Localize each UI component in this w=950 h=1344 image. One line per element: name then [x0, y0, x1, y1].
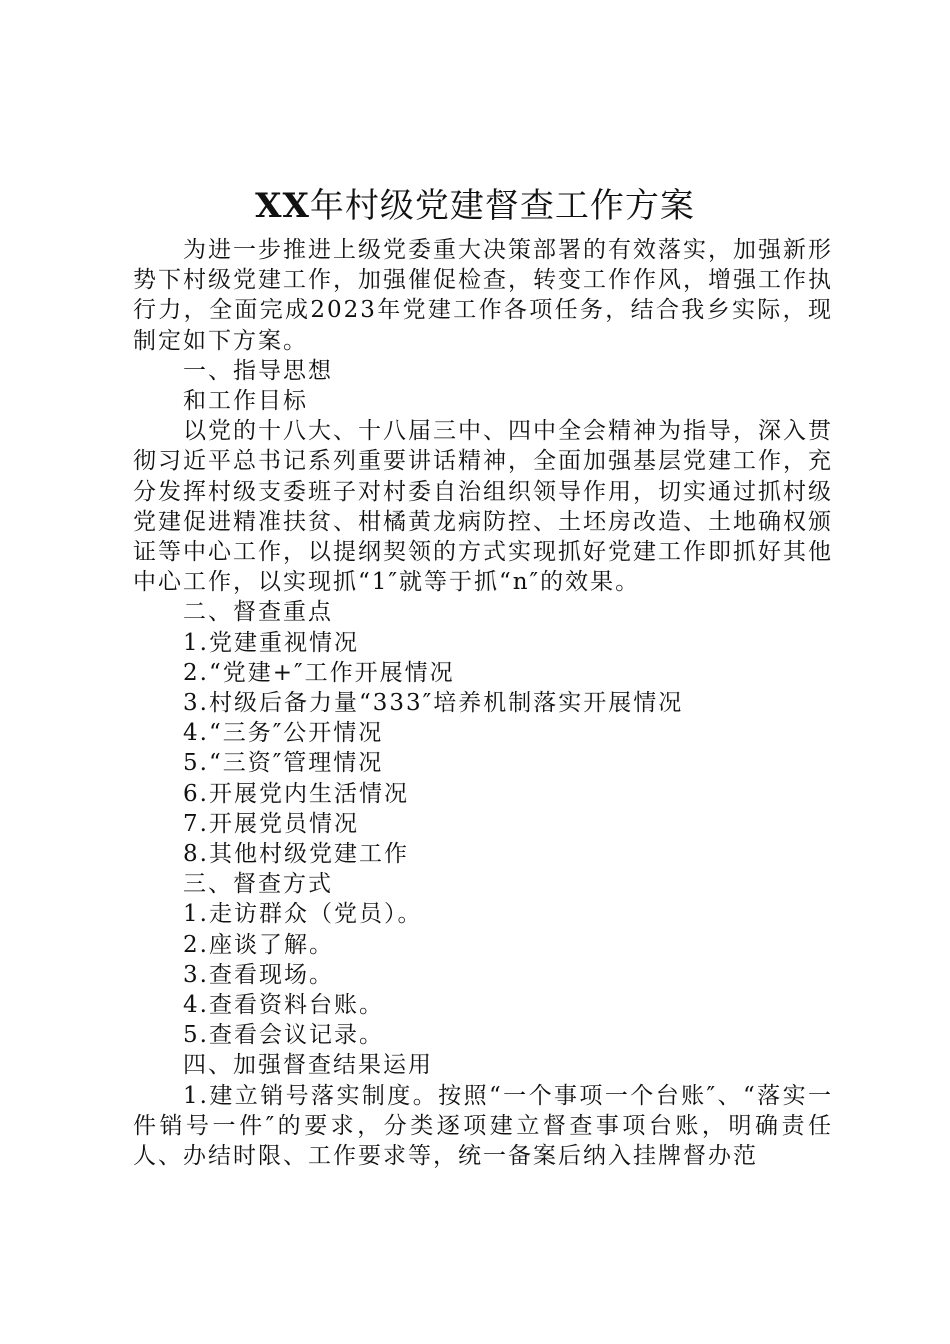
method-item: 2.座谈了解。 [183, 931, 334, 958]
focus-item: 8.其他村级党建工作 [183, 841, 409, 868]
guiding-paragraph: 以党的十八大、十八届三中、四中全会精神为指导，深入贯彻习近平总书记系列重要讲话精神，全面加强基层党建工作，充分发挥村级支委班子对村委自治组织领导作用，切实通过抓村级党建促进精准扶贫、柑橘黄龙病防控、土坯房改造、土地确权颁证等中心工作，以提纲契领的方式实现抓好党建工作即抓好其他中心工作，以实现抓“1″就等于抓“n″的效果。 [133, 418, 833, 596]
method-item: 5.查看会议记录。 [183, 1022, 384, 1049]
focus-item: 6.开展党内生活情况 [183, 780, 409, 807]
method-item: 1.走访群众（党员）。 [183, 901, 423, 928]
section-heading-inspection-methods: 三、督查方式 [183, 871, 333, 898]
focus-item: 7.开展党员情况 [183, 810, 359, 837]
section-heading-inspection-focus: 二、督查重点 [183, 599, 333, 626]
focus-item: 1.党建重视情况 [183, 629, 359, 656]
focus-item: 3.村级后备力量“333″培养机制落实开展情况 [183, 690, 684, 717]
section-heading-guiding-thought: 一、指导思想 [183, 357, 333, 384]
method-item: 3.查看现场。 [183, 961, 334, 988]
document-body [133, 235, 833, 1171]
document-title [0, 180, 950, 232]
method-item: 4.查看资料台账。 [183, 992, 384, 1019]
title-text: 年村级党建督查工作方案 [309, 186, 695, 226]
section-heading-results-use: 四、加强督查结果运用 [183, 1052, 433, 1079]
intro-paragraph: 为进一步推进上级党委重大决策部署的有效落实，加强新形势下村级党建工作，加强催促检查，转变工作作风，增强工作执行力，全面完成2023年党建工作各项任务，结合我乡实际，现制定如下方案。 [133, 237, 833, 354]
focus-item: 5.“三资″管理情况 [183, 750, 384, 777]
title-prefix: XX [255, 186, 310, 226]
section-heading-work-goals: 和工作目标 [183, 388, 308, 415]
focus-item: 4.“三务″公开情况 [183, 720, 384, 747]
focus-item: 2.“党建+″工作开展情况 [183, 659, 455, 686]
results-paragraph: 1.建立销号落实制度。按照“一个事项一个台账″、“落实一件销号一件″的要求，分类逐项建立督查事项台账，明确责任人、办结时限、工作要求等，统一备案后纳入挂牌督办范 [133, 1082, 833, 1170]
